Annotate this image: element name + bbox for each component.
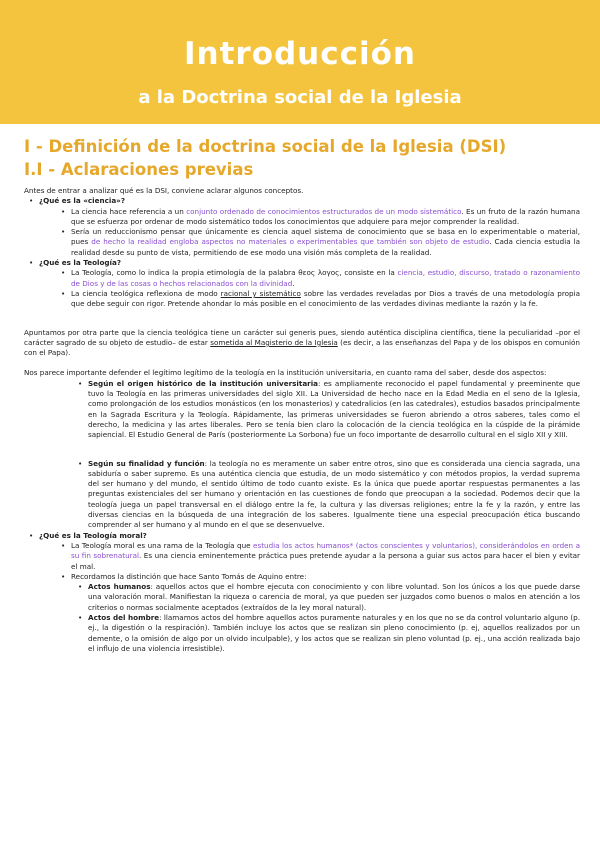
answer-list — [39, 207, 580, 258]
highlighted-text: estudia los actos humanos* (actos conscientes y voluntarios), considerándolos en orden a su fin sobrenatural — [71, 540, 580, 561]
paragraph-aspectos: Nos parece importante defender el legítimo legítimo de la teología en la institución universitaria, en cuanto rama del saber, desde dos aspectos: — [24, 368, 547, 378]
text-run: . Es un fruto de la razón humana que se esfuerza por ordenar de modo sistemático todos los conocimientos que adquiere para mejor comprender la realidad. — [71, 206, 580, 226]
text-run: sobre las verdades reveladas por Dios a través de una metodología propia que debe seguir con rigor. Pretende ahondar lo más posible en el conocimiento de las verdades divinas mediante la razón y la fe. — [71, 288, 580, 309]
highlighted-text: de hecho la realidad engloba aspectos no materiales o experimentables que también son objeto de estudio — [91, 237, 490, 247]
bold-term: Según el origen histórico de la institución universitaria — [88, 378, 319, 388]
question-label: ¿Qué es la «ciencia»? — [39, 196, 125, 206]
text-run: : la teología no es meramente un saber entre otros, sino que es considerada una ciencia sagrada, una sabiduría o saber supremo. Es una auténtica ciencia que estudia, de un modo sistemático y con métodos propios, la verdad suprema del ser humano y del mundo, el sentido último de todo cuanto existe. Es la única que puede aportar respuestas permanentes a las preguntas existenciales del ser humano y orientación en las cuestiones de fondo que preocupan a la sociedad. Podemos decir que la teología juega un papel transversal en el diálogo entre la fe, la cultura y las diversas religiones; entre la fe y la razón, y entre las diversas ciencias en la búsqueda de una integración de los saberes. Igualmente tiene una especial preocupación ética buscando comprender al ser humano y al mundo en el que se desenvuelve. — [88, 458, 580, 530]
highlighted-text: conjunto ordenado de conocimientos estructurados de un modo sistemático — [186, 206, 462, 216]
section-heading: I - Definición de la doctrina social de la Iglesia (DSI) — [24, 137, 507, 156]
list-item — [39, 572, 580, 654]
bold-term: Actos del hombre — [88, 612, 160, 622]
text-run: Apuntamos por otra parte que la ciencia teológica tiene un carácter sui generis pues, siendo auténtica disciplina científica, tiene la peculiaridad –por el carácter sagrado de su objeto de estudio– de estar — [24, 327, 580, 347]
question-teologia — [24, 258, 580, 309]
text-run: La Teología moral es una rama de la Teología que — [71, 540, 254, 550]
text-run: La ciencia hace referencia a un — [71, 206, 187, 216]
subsection-heading: I.I - Aclaraciones previas — [24, 160, 254, 179]
question-label: ¿Qué es la Teología? — [39, 258, 122, 268]
list-item — [39, 541, 580, 572]
intro-paragraph: Antes de entrar a analizar qué es la DSI, conviene aclarar algunos conceptos. — [24, 186, 304, 195]
answer-list — [39, 268, 580, 309]
act-del-hombre — [39, 613, 580, 654]
page-subtitle: a la Doctrina social de la Iglesia — [138, 87, 462, 108]
aspects-list — [24, 379, 580, 441]
page-title: Introducción — [183, 36, 416, 72]
document-body — [24, 136, 580, 654]
text-run: . Cada ciencia estudia la realidad desde su punto de vista, permitiendo de ese modo una visión más completa de la realidad. — [71, 237, 580, 257]
question-label: ¿Qué es la Teología moral? — [39, 530, 147, 540]
text-run: : aquellos actos que el hombre ejecuta con conocimiento y con libre voluntad. Son los únicos a los que puede darse una valoración moral. Manifiestan la riqueza o carencia de moral, ya que pueden ser juzgados como buenos o malos en atención a los criterios o normas socialmente aceptados (extraídos de la ley moral natural). — [88, 582, 581, 612]
bold-term: Según su finalidad y función — [88, 458, 205, 468]
aspect-finalidad — [24, 459, 580, 531]
paragraph-magisterio — [24, 328, 580, 359]
text-run: : llamamos actos del hombre aquellos actos puramente naturales y en los que no se da control voluntario alguno (p. ej., la digestión o la respiración). También incluye los actos que se realizan sin pleno conocimiento (p. ej, aquellos realizados por un demente, o la omisión de algo por un olvido inculpable), y los actos que se realizan sin pleno voluntad (p. ej., una acción realizada bajo el influjo de una violencia irresistible). — [88, 612, 581, 653]
question-moral — [24, 531, 580, 655]
aspect-origen — [24, 379, 580, 441]
text-run: . — [292, 278, 295, 288]
list-item — [39, 289, 580, 310]
text-run: La Teología, como lo indica la propia etimología de la palabra θεος λογος, consiste en la — [71, 268, 398, 278]
aspects-list-2 — [24, 459, 580, 531]
answer-list — [39, 541, 580, 654]
act-humanos — [39, 582, 580, 613]
acts-list — [39, 582, 580, 654]
title-banner — [0, 0, 600, 124]
list-item — [39, 268, 580, 289]
text-run: Sería un reduccionismo pensar que únicamente es ciencia aquel sistema de conocimiento que se basa en lo experimentable o material, pues — [71, 227, 580, 247]
highlighted-text: ciencia, estudio, discurso, tratado o razonamiento de Dios y de las cosas o hechos relacionados con la divinidad — [71, 268, 580, 288]
questions-list-1 — [24, 196, 580, 309]
text-run: Recordamos la distinción que hace Santo Tomás de Aquino entre: — [71, 571, 307, 581]
list-item — [39, 227, 580, 258]
text-run: : es ampliamente reconocido el papel fundamental y preeminente que tuvo la Teología en las primeras universidades del siglo XII. La Universidad de hecho nace en la Edad Media en el seno de la Iglesia, como prolongación de los estudios monásticos (en los monasterios) y catedralicios (en las catedrales), estudios basados principalmente en la Sagrada Escritura y la Teología. Rápidamente, las primeras universidades se fueron abriendo a otros saberes, tales como el derecho, la medicina y las artes liberales. Pero se tenía bien claro la colocación de la ciencia teológica en la cúspide de la pirámide sapiencial. El Estudio General de París (posteriormente La Sorbona) fue un foco importante de desarrollo cultural en el siglo XII y XIII. — [88, 378, 580, 440]
text-run: La ciencia teológica reflexiona de modo — [71, 288, 221, 298]
questions-list-2 — [24, 531, 580, 655]
underlined-text: racional y sistemático — [220, 288, 301, 298]
bold-term: Actos humanos — [88, 582, 151, 592]
list-item — [39, 207, 580, 228]
text-run: . Es una ciencia eminentemente práctica pues pretende ayudar a la persona a guiar sus actos para hacer el bien y evitar el mal. — [71, 551, 580, 571]
question-ciencia — [24, 196, 580, 258]
underlined-text: sometida al Magisterio de la Iglesia — [210, 337, 338, 347]
text-run: (es decir, a las enseñanzas del Papa y de los obispos en comunión con el Papa). — [24, 337, 580, 358]
